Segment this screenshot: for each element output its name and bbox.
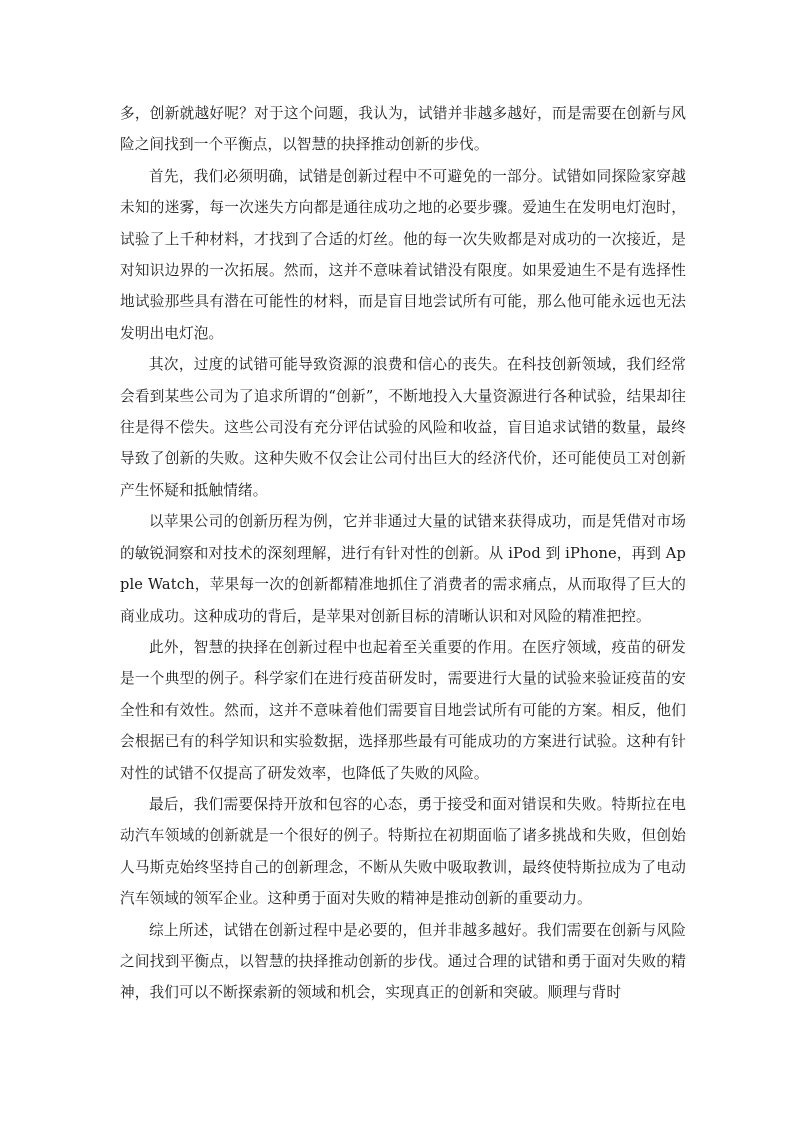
paragraph-wise-choice-vaccine: 此外，智慧的抉择在创新过程中也起着至关重要的作用。在医疗领域，疫苗的研发是一个典型的例子。科学家们在进行疫苗研发时，需要进行大量的试验来验证疫苗的安全性和有效性。然而，这并不意味着他们需要盲目地尝试所有可能的方案。相反，他们会根据已有的科学知识和实验数据，选择那些最有可能成功的方案进行试验。这种有针对性的试错不仅提高了研发效率，也降低了失败的风险。 xyxy=(120,638,686,782)
paragraph-apple-example: 以苹果公司的创新历程为例，它并非通过大量的试错来获得成功，而是凭借对市场的敏锐洞察和对技术的深刻理解，进行有针对性的创新。从 iPod 到 iPhone，再到 Apple Watch，苹果每一次的创新都精准地抓住了消费者的需求痛点，从而取得了巨大的商业成功。这种成功的背后，是苹果对创新目标的清晰认识和对风险的精准把控。 xyxy=(120,513,686,625)
paragraph-edison-trial-and-error: 首先，我们必须明确，试错是创新过程中不可避免的一部分。试错如同探险家穿越未知的迷雾，每一次迷失方向都是通往成功之地的必要步骤。爱迪生在发明电灯泡时，试验了上千种材料，才找到了合适的灯丝。他的每一次失败都是对成功的一次接近，是对知识边界的一次拓展。然而，这并不意味着试错没有限度。如果爱迪生不是有选择性地试验那些具有潜在可能性的材料，而是盲目地尝试所有可能，那么他可能永远也无法发明出电灯泡。 xyxy=(120,167,686,342)
paragraph-continuation: 多，创新就越好呢？对于这个问题，我认为，试错并非越多越好，而是需要在创新与风险之间找到一个平衡点，以智慧的抉择推动创新的步伐。 xyxy=(120,105,686,154)
paragraph-excessive-trial-and-error: 其次，过度的试错可能导致资源的浪费和信心的丧失。在科技创新领域，我们经常会看到某些公司为了追求所谓的“创新”，不断地投入大量资源进行各种试验，结果却往往是得不偿失。这些公司没有充分评估试验的风险和收益，盲目追求试错的数量，最终导致了创新的失败。这种失败不仅会让公司付出巨大的经济代价，还可能使员工对创新产生怀疑和抵触情绪。 xyxy=(120,356,686,499)
document-body xyxy=(120,98,686,1009)
paragraph-tesla-example: 最后，我们需要保持开放和包容的心态，勇于接受和面对错误和失败。特斯拉在电动汽车领域的创新就是一个很好的例子。特斯拉在初期面临了诸多挑战和失败，但创始人马斯克始终坚持自己的创新理念，不断从失败中吸取教训，最终使特斯拉成为了电动汽车领域的领军企业。这种勇于面对失败的精神是推动创新的重要动力。 xyxy=(120,795,686,908)
paragraph-conclusion: 综上所述，试错在创新过程中是必要的，但并非越多越好。我们需要在创新与风险之间找到平衡点，以智慧的抉择推动创新的步伐。通过合理的试错和勇于面对失败的精神，我们可以不断探索新的领域和机会，实现真正的创新和突破。顺理与背时 xyxy=(120,921,686,1002)
